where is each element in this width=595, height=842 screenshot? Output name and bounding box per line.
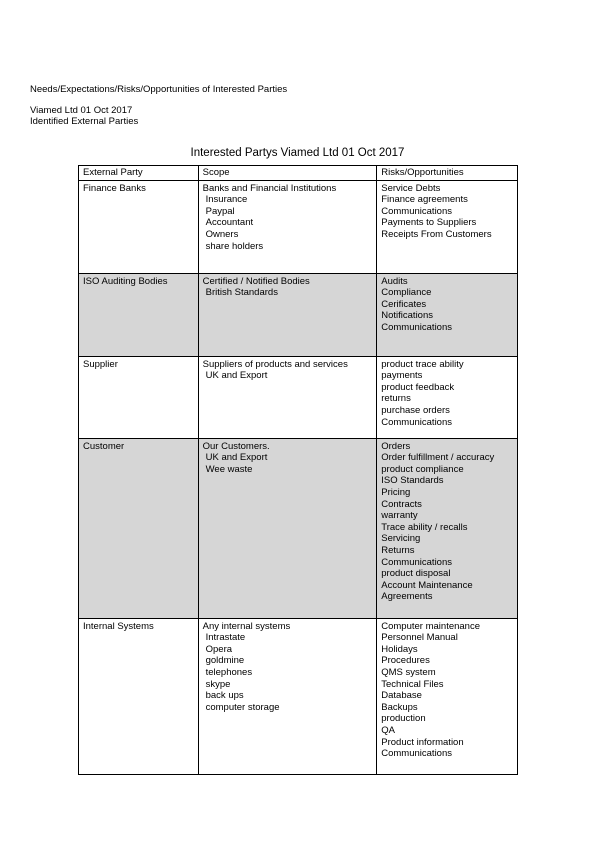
table-row	[79, 618, 518, 774]
risk-item: Communications	[381, 416, 452, 428]
column-header-scope: Scope	[198, 166, 377, 181]
risk-item: product compliance	[381, 463, 464, 475]
party-name: ISO Auditing Bodies	[83, 275, 168, 287]
scope-item: Suppliers of products and services	[202, 358, 348, 370]
risk-item: Communications	[381, 321, 452, 333]
risk-item: product disposal	[381, 568, 451, 580]
risk-item: Agreements	[381, 591, 433, 603]
scope-item: Wee waste	[205, 463, 253, 475]
risk-item: Account Maintenance	[381, 579, 473, 591]
risk-item: QA	[381, 724, 395, 736]
risk-item: Audits	[381, 275, 408, 287]
document-header	[30, 84, 287, 128]
risk-item: Product information	[381, 736, 464, 748]
risk-item: warranty	[381, 510, 418, 522]
scope-item: Any internal systems	[202, 620, 291, 632]
risks-cell	[377, 180, 518, 273]
scope-item: Accountant	[205, 217, 254, 229]
risk-item: Pricing	[381, 486, 411, 498]
scope-item: computer storage	[205, 701, 280, 713]
document-title: Needs/Expectations/Risks/Opportunities of Interested Parties	[30, 84, 288, 95]
table-title: Interested Partys Viamed Ltd 01 Oct 2017	[190, 147, 405, 159]
table-row	[79, 180, 518, 273]
table-header-row	[79, 166, 518, 181]
company-date-line: Viamed Ltd 01 Oct 2017	[30, 104, 133, 116]
risk-item: Servicing	[381, 533, 421, 545]
scope-cell	[198, 438, 377, 618]
risk-item: Procedures	[381, 655, 430, 667]
table-body	[79, 180, 518, 774]
party-name: Customer	[83, 440, 125, 452]
risks-cell	[377, 356, 518, 438]
risk-item: Personnel Manual	[381, 632, 458, 644]
risks-cell	[377, 618, 518, 774]
risk-item: Communications	[381, 556, 452, 568]
party-cell	[79, 180, 199, 273]
party-cell	[79, 273, 199, 356]
risk-item: Service Debts	[381, 182, 441, 194]
scope-item: British Standards	[205, 287, 278, 299]
risk-item: production	[381, 713, 426, 725]
scope-cell	[198, 356, 377, 438]
party-name: Finance Banks	[83, 182, 146, 194]
table-row	[79, 273, 518, 356]
table-row	[79, 438, 518, 618]
scope-item: Opera	[205, 643, 233, 655]
scope-cell	[198, 618, 377, 774]
scope-item: Intrastate	[205, 632, 246, 644]
document-subtitle: Identified External Parties	[30, 116, 139, 127]
scope-item: UK and Export	[205, 452, 268, 464]
scope-item: UK and Export	[205, 370, 268, 382]
scope-item: telephones	[205, 666, 253, 678]
column-header-party: External Party	[79, 166, 199, 181]
risk-item: Orders	[381, 440, 411, 452]
risk-item: Order fulfillment / accuracy	[381, 452, 495, 464]
risk-item: purchase orders	[381, 404, 450, 416]
party-name: Internal Systems	[83, 620, 154, 632]
scope-item: share holders	[205, 240, 264, 252]
party-name: Supplier	[83, 358, 118, 370]
scope-item: Owners	[205, 228, 239, 240]
party-cell	[79, 438, 199, 618]
risk-item: Cerificates	[381, 298, 427, 310]
risk-item: Trace ability / recalls	[381, 521, 468, 533]
risk-item: Holidays	[381, 643, 418, 655]
risk-item: Finance agreements	[381, 194, 468, 206]
risk-item: Contracts	[381, 498, 422, 510]
risk-item: Technical Files	[381, 678, 444, 690]
scope-item: goldmine	[205, 655, 245, 667]
scope-item: Paypal	[205, 205, 235, 217]
scope-item: Our Customers.	[202, 440, 270, 452]
risk-item: payments	[381, 370, 423, 382]
risk-item: Notifications	[381, 310, 433, 322]
risk-item: product trace ability	[381, 358, 464, 370]
risk-item: Communications	[381, 205, 452, 217]
party-cell	[79, 618, 199, 774]
risk-item: Database	[381, 690, 422, 702]
scope-cell	[198, 273, 377, 356]
risk-item: returns	[381, 393, 411, 405]
scope-item: back ups	[205, 690, 244, 702]
column-header-risks: Risks/Opportunities	[377, 166, 518, 181]
risk-item: Backups	[381, 701, 418, 713]
scope-cell	[198, 180, 377, 273]
risk-item: Receipts From Customers	[381, 228, 492, 240]
risks-cell	[377, 438, 518, 618]
risk-item: ISO Standards	[381, 475, 444, 487]
party-cell	[79, 356, 199, 438]
scope-item: skype	[205, 678, 231, 690]
risk-item: Returns	[381, 544, 415, 556]
scope-item: Insurance	[205, 194, 248, 206]
risks-cell	[377, 273, 518, 356]
risk-item: product feedback	[381, 381, 455, 393]
table-row	[79, 356, 518, 438]
risk-item: Computer maintenance	[381, 620, 480, 632]
interested-parties-table	[78, 165, 518, 775]
risk-item: QMS system	[381, 666, 436, 678]
risk-item: Payments to Suppliers	[381, 217, 477, 229]
risk-item: Communications	[381, 748, 452, 760]
risk-item: Compliance	[381, 287, 432, 299]
scope-item: Banks and Financial Institutions	[202, 182, 337, 194]
scope-item: Certified / Notified Bodies	[202, 275, 310, 287]
